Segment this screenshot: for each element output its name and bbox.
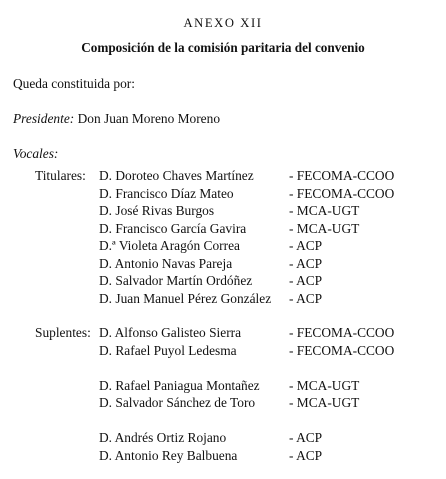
titulares-list	[0, 167, 446, 307]
member-org: - FECOMA-CCOO	[289, 342, 395, 358]
member-row	[0, 202, 446, 220]
president-name: Don Juan Moreno Moreno	[74, 111, 221, 126]
member-row	[0, 290, 446, 308]
member-row	[0, 447, 446, 465]
suplentes-label: Suplentes:	[35, 325, 91, 340]
member-row	[0, 167, 446, 185]
member-row	[0, 394, 446, 412]
suplentes-list	[0, 324, 446, 464]
member-row	[0, 324, 446, 342]
group-spacer	[0, 359, 446, 377]
member-name: D. Francisco Díaz Mateo	[99, 185, 234, 201]
member-name: D. Andrés Ortiz Rojano	[99, 430, 227, 445]
member-row	[0, 255, 446, 273]
member-org: - MCA-UGT	[289, 203, 360, 218]
member-org: - ACP	[289, 255, 323, 271]
president-label: Presidente:	[13, 111, 75, 126]
member-org: - ACP	[289, 447, 323, 463]
member-name: D.ª Violeta Aragón Correa	[99, 238, 240, 253]
member-org: - MCA-UGT	[289, 220, 360, 236]
member-org: - ACP	[289, 273, 323, 288]
member-row	[0, 377, 446, 395]
member-name: D. Doroteo Chaves Martínez	[99, 168, 254, 183]
titulares-label: Titulares:	[35, 168, 86, 183]
member-name: D. Salvador Sánchez de Toro	[99, 395, 256, 410]
member-org: - FECOMA-CCOO	[289, 168, 395, 183]
member-row	[0, 220, 446, 238]
group-spacer	[0, 412, 446, 430]
member-name: D. Rafael Paniagua Montañez	[99, 377, 260, 393]
member-org: - ACP	[289, 430, 323, 445]
member-org: - MCA-UGT	[289, 395, 360, 410]
member-name: D. Salvador Martín Ordóñez	[99, 273, 253, 288]
member-org: - ACP	[289, 290, 323, 306]
member-row	[0, 185, 446, 203]
annex-heading: ANEXO XII	[183, 16, 263, 30]
member-name: D. Antonio Rey Balbuena	[99, 447, 238, 463]
member-org: - ACP	[289, 238, 323, 253]
member-row	[0, 429, 446, 447]
member-row	[0, 342, 446, 360]
member-name: D. Francisco García Gavira	[99, 220, 247, 236]
member-name: D. Antonio Navas Pareja	[99, 255, 233, 271]
intro-text: Queda constituida por:	[13, 76, 135, 91]
president-line	[13, 111, 220, 127]
member-name: D. Rafael Puyol Ledesma	[99, 342, 237, 358]
member-name: D. José Rivas Burgos	[99, 203, 215, 218]
member-org: - FECOMA-CCOO	[289, 325, 395, 340]
vocales-label: Vocales:	[13, 146, 59, 161]
member-name: D. Alfonso Galisteo Sierra	[99, 325, 242, 340]
member-name: D. Juan Manuel Pérez González	[99, 290, 272, 306]
member-org: - MCA-UGT	[289, 377, 360, 393]
document-title: Composición de la comisión paritaria del convenio	[81, 40, 365, 55]
member-row	[0, 237, 446, 255]
member-row	[0, 272, 446, 290]
member-org: - FECOMA-CCOO	[289, 185, 395, 201]
